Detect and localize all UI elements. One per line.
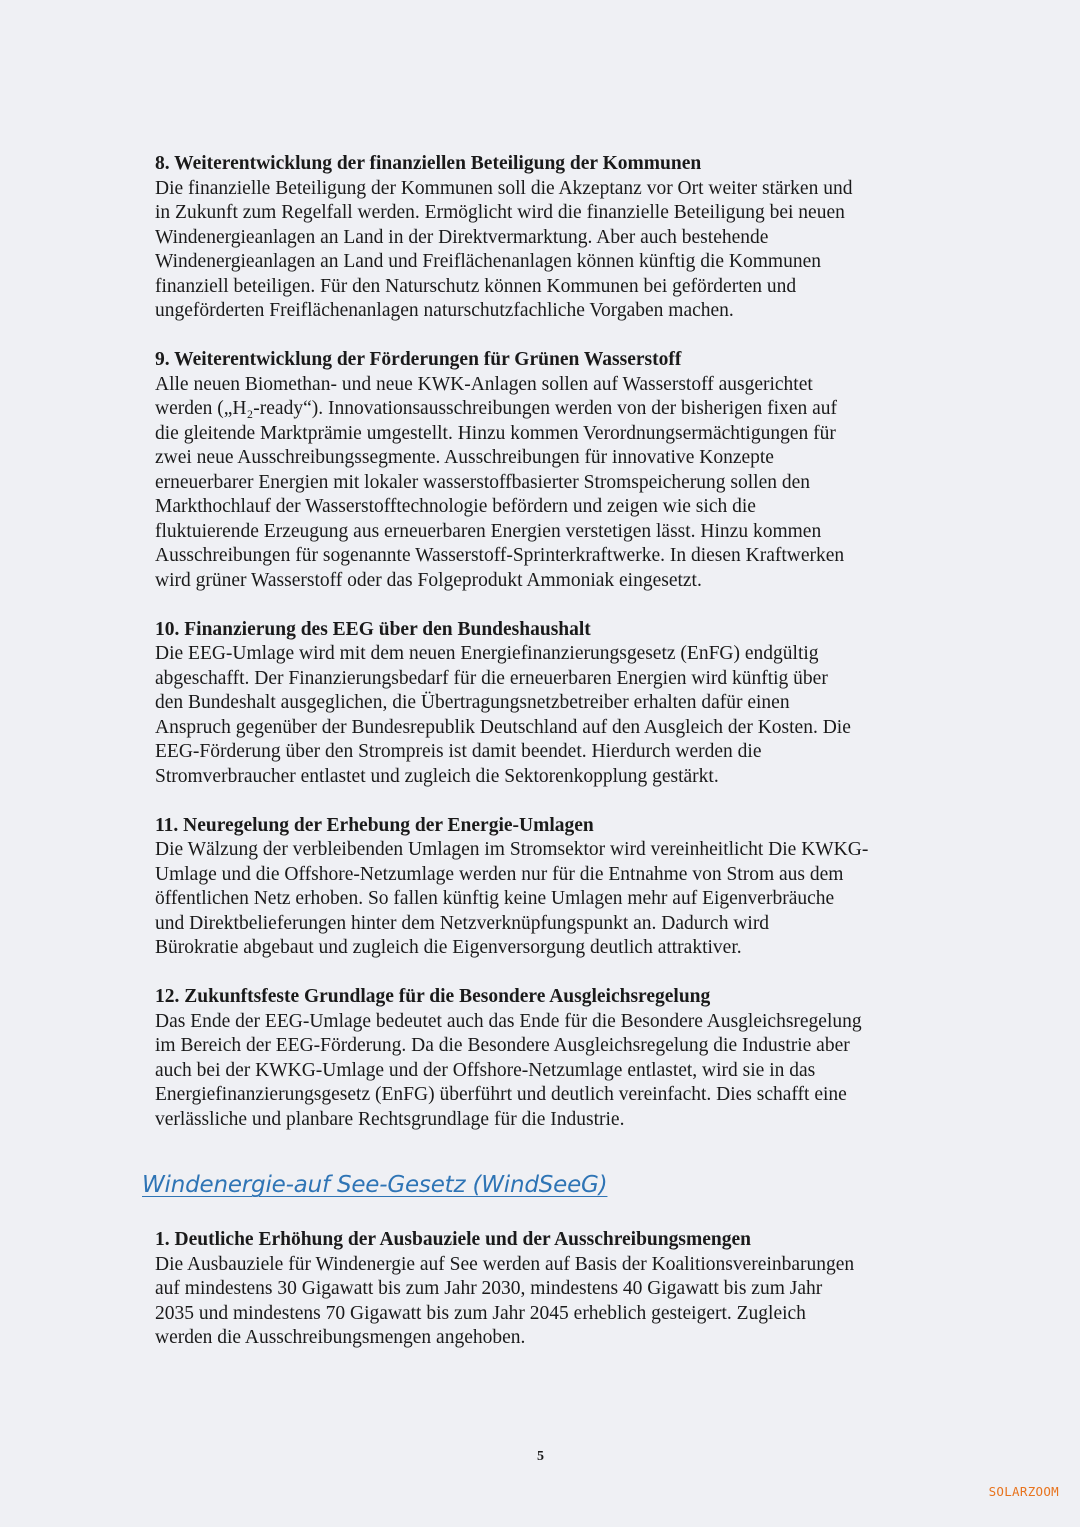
section-11 (155, 814, 955, 961)
paragraph-line: ungeförderten Freiflächenanlagen naturschutzfachliche Vorgaben machen. (155, 300, 734, 321)
paragraph-line: EEG-Förderung über den Strompreis ist damit beendet. Hierdurch werden die (155, 741, 762, 762)
paragraph-line: öffentlichen Netz erhoben. So fallen künftig keine Umlagen mehr auf Eigenverbräuche (155, 888, 835, 909)
section-heading: 11. Neuregelung der Erhebung der Energie-Umlagen (155, 814, 594, 836)
section-paragraph (155, 177, 955, 324)
paragraph-line: werden („H₂-ready“). Innovationsausschreibungen werden von der bisherigen fixen auf (155, 398, 837, 419)
paragraph-line: werden die Ausschreibungsmengen angehoben. (155, 1327, 526, 1348)
section-10 (155, 618, 955, 790)
section-paragraph (155, 1010, 955, 1133)
section-9 (155, 348, 955, 593)
paragraph-line: abgeschafft. Der Finanzierungsbedarf für die erneuerbaren Energien wird künftig über (155, 667, 828, 689)
section-8 (155, 152, 955, 324)
paragraph-line: Bürokratie abgebaut und zugleich die Eigenversorgung deutlich attraktiver. (155, 937, 742, 958)
paragraph-line: fluktuierende Erzeugung aus erneuerbaren Energien verstetigen lässt. Hinzu kommen (155, 520, 822, 542)
windseeg-section-1 (155, 1228, 955, 1351)
section-heading: 12. Zukunftsfeste Grundlage für die Besondere Ausgleichsregelung (155, 986, 711, 1007)
paragraph-line: Die Ausbauziele für Windenergie auf See werden auf Basis der Koalitionsvereinbarungen (155, 1253, 855, 1275)
paragraph-line: Energiefinanzierungsgesetz (EnFG) überführt und deutlich vereinfacht. Dies schafft eine (155, 1084, 847, 1105)
paragraph-line: Umlage und die Offshore-Netzumlage werden nur für die Entnahme von Strom aus dem (155, 863, 844, 885)
paragraph-line: Stromverbraucher entlastet und zugleich die Sektorenkopplung gestärkt. (155, 765, 719, 787)
section-paragraph (155, 1253, 955, 1351)
paragraph-line: verlässliche und planbare Rechtsgrundlage für die Industrie. (155, 1108, 625, 1130)
chapter-heading-windseeg: Windenergie-auf See-Gesetz (WindSeeG) (142, 1172, 608, 1198)
paragraph-line: Ausschreibungen für sogenannte Wasserstoff-Sprinterkraftwerke. In diesen Kraftwerken (155, 545, 845, 566)
paragraph-line: erneuerbarer Energien mit lokaler wasserstoffbasierter Stromspeicherung sollen den (155, 471, 811, 493)
section-12 (155, 985, 955, 1132)
paragraph-line: Markthochlauf der Wasserstofftechnologie befördern und zeigen wie sich die (155, 496, 756, 517)
section-heading: 8. Weiterentwicklung der finanziellen Beteiligung der Kommunen (155, 153, 702, 174)
section-paragraph (155, 838, 955, 961)
paragraph-line: in Zukunft zum Regelfall werden. Ermöglicht wird die finanzielle Beteiligung bei neuen (155, 202, 845, 223)
watermark-logo: SOLARZOOM (988, 1484, 1059, 1499)
paragraph-line: auf mindestens 30 Gigawatt bis zum Jahr 2030, mindestens 40 Gigawatt bis zum Jahr (155, 1278, 823, 1299)
paragraph-line: Die EEG-Umlage wird mit dem neuen Energiefinanzierungsgesetz (EnFG) endgültig (155, 643, 819, 664)
section-paragraph (155, 642, 955, 789)
paragraph-line: Die finanzielle Beteiligung der Kommunen soll die Akzeptanz vor Ort weiter stärken und (155, 177, 853, 199)
paragraph-line: 2035 und mindestens 70 Gigawatt bis zum Jahr 2045 erheblich gesteigert. Zugleich (155, 1302, 806, 1324)
paragraph-line: Die Wälzung der verbleibenden Umlagen im Stromsektor wird vereinheitlicht Die KWKG- (155, 839, 869, 860)
paragraph-line: die gleitende Marktprämie umgestellt. Hinzu kommen Verordnungsermächtigungen für (155, 422, 836, 444)
section-heading: 10. Finanzierung des EEG über den Bundeshaushalt (155, 618, 591, 640)
paragraph-line: wird grüner Wasserstoff oder das Folgeprodukt Ammoniak eingesetzt. (155, 569, 702, 591)
paragraph-line: im Bereich der EEG-Förderung. Da die Besondere Ausgleichsregelung die Industrie aber (155, 1035, 850, 1056)
windseeg-body (155, 1228, 955, 1375)
paragraph-line: und Direktbelieferungen hinter dem Netzverknüpfungspunkt an. Dadurch wird (155, 912, 770, 934)
paragraph-line: Windenergieanlagen an Land und Freiflächenanlagen können künftig die Kommunen (155, 251, 821, 272)
paragraph-line: Das Ende der EEG-Umlage bedeutet auch das Ende für die Besondere Ausgleichsregelung (155, 1010, 862, 1032)
section-heading: 9. Weiterentwicklung der Förderungen für Grünen Wasserstoff (155, 349, 682, 370)
paragraph-line: Windenergieanlagen an Land in der Direktvermarktung. Aber auch bestehende (155, 226, 769, 248)
document-body (155, 152, 955, 1157)
section-heading: 1. Deutliche Erhöhung der Ausbauziele und der Ausschreibungsmengen (155, 1229, 751, 1250)
section-paragraph (155, 373, 955, 594)
paragraph-line: den Bundeshalt ausgeglichen, die Übertragungsnetzbetreiber erhalten dafür einen (155, 692, 790, 713)
paragraph-line: zwei neue Ausschreibungssegmente. Ausschreibungen für innovative Konzepte (155, 447, 774, 468)
paragraph-line: auch bei der KWKG-Umlage und der Offshore-Netzumlage entlastet, wird sie in das (155, 1059, 816, 1081)
paragraph-line: Anspruch gegenüber der Bundesrepublik Deutschland auf den Ausgleich der Kosten. Die (155, 716, 851, 738)
page-number: 5 (537, 1449, 544, 1464)
paragraph-line: finanziell beteiligen. Für den Naturschutz können Kommunen bei geförderten und (155, 275, 797, 297)
paragraph-line: Alle neuen Biomethan- und neue KWK-Anlagen sollen auf Wasserstoff ausgerichtet (155, 373, 813, 395)
